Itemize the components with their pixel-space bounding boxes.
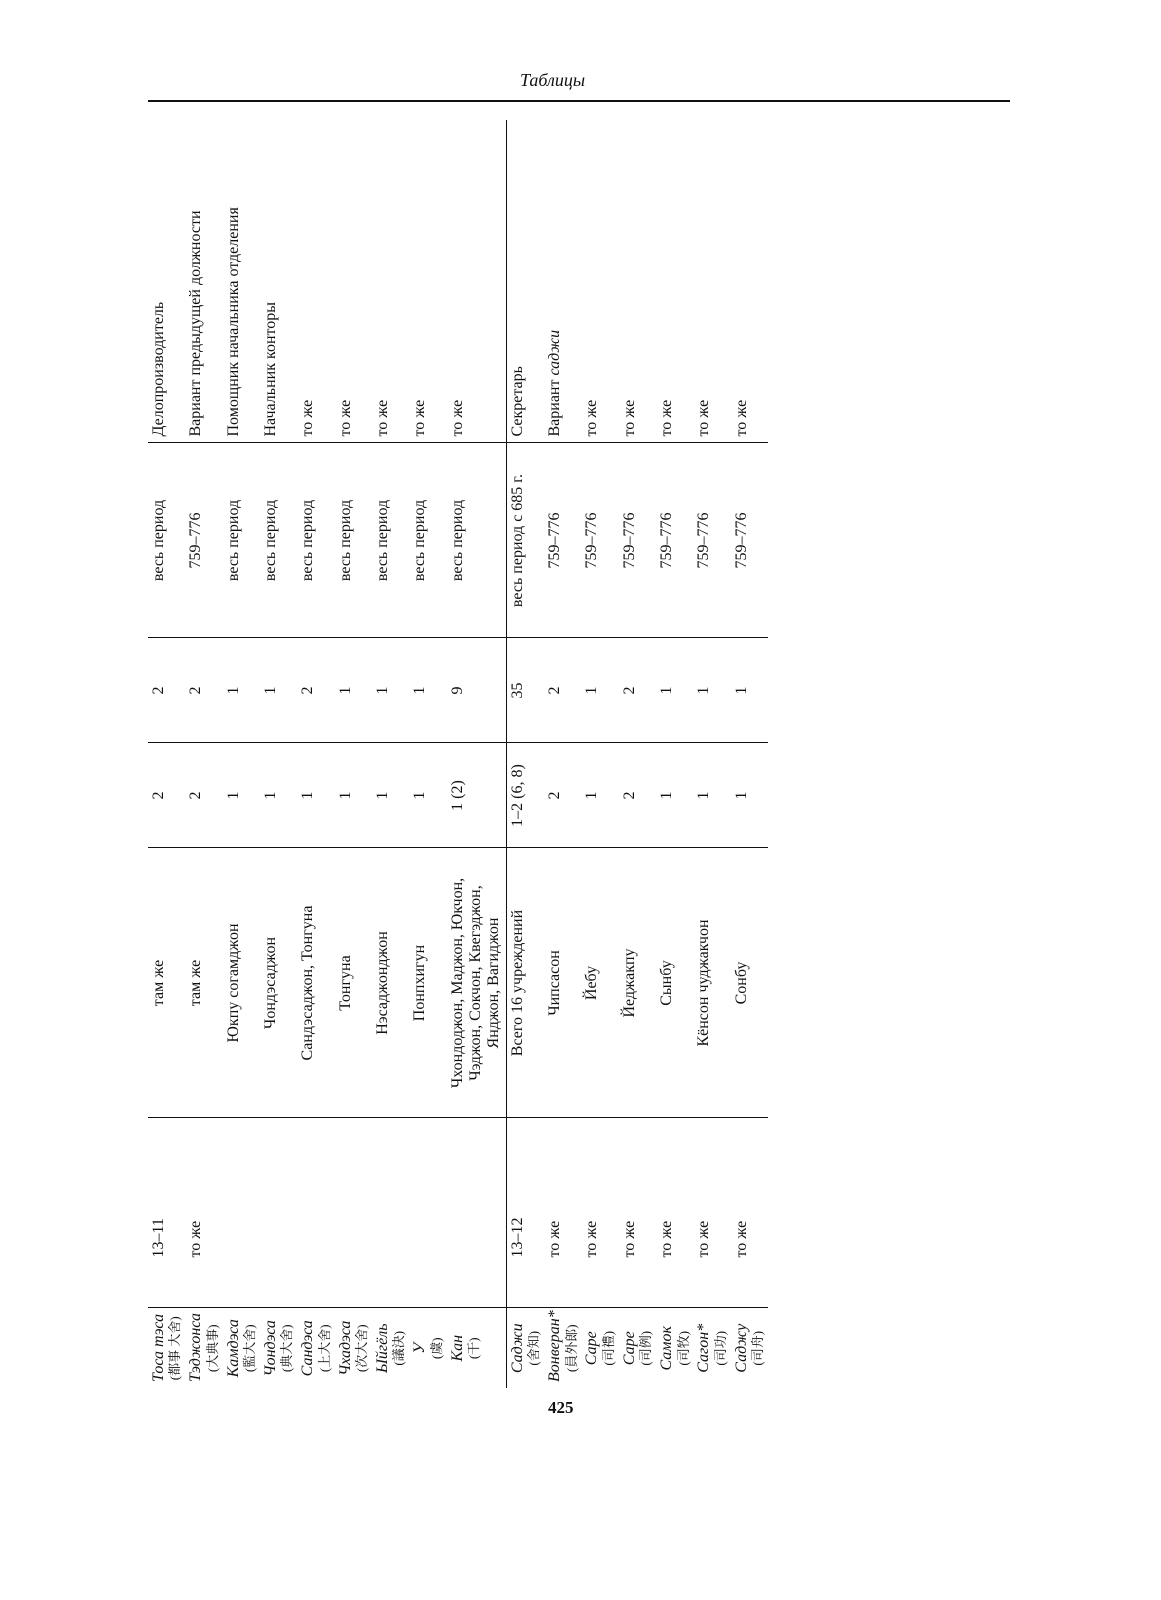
table-row [731, 120, 768, 1388]
table-row [619, 120, 656, 1388]
table-row [260, 120, 297, 1388]
total-cell: 1 [731, 638, 768, 743]
institution-cell: Йеджакпу [619, 848, 656, 1118]
term-hanzi: (干) [466, 1337, 482, 1360]
note-cell: то же [693, 120, 730, 443]
term-name: Тоса тэса [150, 1313, 167, 1382]
term-hanzi: (舍知) [526, 1330, 542, 1366]
table-row [693, 120, 730, 1388]
term-name: Самок [658, 1326, 676, 1371]
note-cell: то же [372, 120, 409, 443]
total-cell: 2 [185, 638, 222, 743]
page-number: 425 [548, 1398, 574, 1417]
period-cell: весь период [372, 443, 409, 638]
institution-cell: Чхондоджон, Маджон, Юкчон, Чэджон, Сокчон, Квегэджон, Янджон, Вагиджон [447, 848, 507, 1118]
total-cell: 2 [619, 638, 656, 743]
term-cell [447, 1308, 507, 1388]
institution-cell: Тонгуна [335, 848, 372, 1118]
term-cell [335, 1308, 372, 1388]
term-name: Сарe [620, 1331, 638, 1366]
institution-cell: Понпхигун [409, 848, 446, 1118]
term-hanzi: (司例) [638, 1330, 654, 1366]
count-cell: 1 [297, 743, 334, 848]
rank-cell [260, 1118, 297, 1308]
term-hanzi: (司牧) [675, 1330, 691, 1366]
period-cell: весь период [447, 443, 507, 638]
total-cell: 1 [335, 638, 372, 743]
term-cell [409, 1308, 446, 1388]
note-cell: то же [409, 120, 446, 443]
rank-cell [447, 1118, 507, 1308]
term-name: Сандэса [299, 1320, 317, 1377]
term-name: Чондэса [261, 1320, 279, 1377]
count-cell: 1 [656, 743, 693, 848]
institution-cell: Чипсасон [544, 848, 581, 1118]
rank-cell: то же [544, 1118, 581, 1308]
term-cell [148, 1308, 185, 1388]
period-cell: 759–776 [619, 443, 656, 638]
count-cell: 2 [185, 743, 222, 848]
rotated-table-container [148, 120, 1010, 1388]
term-hanzi: (上大舍) [316, 1324, 332, 1373]
term-name: Ыйгёль [373, 1323, 391, 1374]
note-cell: Вариант предыдущей должности [185, 120, 222, 443]
term-hanzi: (司功) [712, 1330, 728, 1366]
term-cell [260, 1308, 297, 1388]
table-body [148, 120, 768, 1388]
total-cell: 1 [372, 638, 409, 743]
total-cell: 35 [506, 638, 544, 743]
rank-cell: 13–11 [148, 1118, 185, 1308]
table-row [447, 120, 507, 1388]
institution-cell: там же [148, 848, 185, 1118]
note-cell: Секретарь [506, 120, 544, 443]
rank-cell: то же [185, 1118, 222, 1308]
rank-cell: то же [619, 1118, 656, 1308]
term-cell [185, 1308, 222, 1388]
note-cell: то же [731, 120, 768, 443]
period-cell: весь период [297, 443, 334, 638]
table-row [409, 120, 446, 1388]
rank-cell [372, 1118, 409, 1308]
count-cell: 1 [693, 743, 730, 848]
table-row [581, 120, 618, 1388]
count-cell: 1 [372, 743, 409, 848]
period-cell: 759–776 [544, 443, 581, 638]
term-hanzi: (司舟) [750, 1330, 766, 1366]
total-cell: 2 [297, 638, 334, 743]
rank-cell: то же [581, 1118, 618, 1308]
period-cell: 759–776 [656, 443, 693, 638]
total-cell: 1 [581, 638, 618, 743]
term-cell [619, 1308, 656, 1388]
table-row [185, 120, 222, 1388]
count-cell: 1 [581, 743, 618, 848]
period-cell: 759–776 [185, 443, 222, 638]
term-hanzi: (次大舍) [354, 1324, 370, 1373]
period-cell: весь период [335, 443, 372, 638]
rank-cell: 13–12 [506, 1118, 544, 1308]
count-cell: 1 [335, 743, 372, 848]
note-cell: то же [335, 120, 372, 443]
rank-cell: то же [731, 1118, 768, 1308]
total-cell: 1 [656, 638, 693, 743]
term-name: Чхадэса [336, 1320, 354, 1376]
term-name: У [411, 1342, 429, 1354]
total-cell: 9 [447, 638, 507, 743]
note-cell: Делопроизводитель [148, 120, 185, 443]
term-hanzi: (監大舍) [242, 1324, 258, 1373]
rank-cell [223, 1118, 260, 1308]
institution-cell: Нэсаджонджон [372, 848, 409, 1118]
term-name: Саджу [732, 1323, 750, 1373]
rank-cell: то же [656, 1118, 693, 1308]
term-cell [223, 1308, 260, 1388]
term-hanzi: (典大舍) [279, 1324, 295, 1373]
total-cell: 2 [148, 638, 185, 743]
term-cell [372, 1308, 409, 1388]
period-cell: 759–776 [581, 443, 618, 638]
institution-cell: Сынбу [656, 848, 693, 1118]
term-cell [581, 1308, 618, 1388]
period-cell: весь период [409, 443, 446, 638]
rank-cell: то же [693, 1118, 730, 1308]
institution-cell: Сонбу [731, 848, 768, 1118]
period-cell: весь период [260, 443, 297, 638]
total-cell: 1 [223, 638, 260, 743]
term-hanzi: (司禮) [600, 1330, 616, 1366]
institution-cell: Сандэсаджон, Тонгуна [297, 848, 334, 1118]
term-name: Саджи [508, 1323, 526, 1374]
total-cell: 1 [260, 638, 297, 743]
term-hanzi: (員外郎) [563, 1324, 579, 1373]
running-header: Таблицы [520, 70, 586, 90]
term-name: Тэджонса [187, 1313, 205, 1382]
term-name: Камдэса [224, 1319, 242, 1378]
rank-cell [297, 1118, 334, 1308]
count-cell: 2 [148, 743, 185, 848]
period-cell: весь период [148, 443, 185, 638]
term-cell [731, 1308, 768, 1388]
table-row [297, 120, 334, 1388]
count-cell: 1 (2) [447, 743, 507, 848]
ranks-table [148, 120, 768, 1388]
note-cell: то же [619, 120, 656, 443]
rank-cell [335, 1118, 372, 1308]
count-cell: 1 [260, 743, 297, 848]
table-row [506, 120, 544, 1388]
institution-cell: Йебу [581, 848, 618, 1118]
term-name: Сагон* [695, 1323, 713, 1373]
total-cell: 2 [544, 638, 581, 743]
term-name: Сарe [583, 1331, 601, 1366]
count-cell: 1 [223, 743, 260, 848]
total-cell: 1 [409, 638, 446, 743]
institution-cell: Кёнсон чуджакчон [693, 848, 730, 1118]
table-row [223, 120, 260, 1388]
term-cell [656, 1308, 693, 1388]
table-row [335, 120, 372, 1388]
period-cell: весь период с 685 г. [506, 443, 544, 638]
header-rule [148, 100, 1010, 102]
institution-cell: Чондэсаджон [260, 848, 297, 1118]
count-cell: 1–2 (6, 8) [506, 743, 544, 848]
term-name: Кан [448, 1334, 466, 1362]
term-cell [506, 1308, 544, 1388]
period-cell: 759–776 [731, 443, 768, 638]
count-cell: 2 [619, 743, 656, 848]
count-cell: 1 [409, 743, 446, 848]
table-row [656, 120, 693, 1388]
total-cell: 1 [693, 638, 730, 743]
count-cell: 2 [544, 743, 581, 848]
note-cell: то же [447, 120, 507, 443]
period-cell: 759–776 [693, 443, 730, 638]
institution-cell: Юкпу согамджон [223, 848, 260, 1118]
institution-cell: Всего 16 учреждений [506, 848, 544, 1118]
table-row [544, 120, 581, 1388]
term-name: Вонверан* [546, 1310, 564, 1382]
table-row [372, 120, 409, 1388]
term-hanzi: (虞) [428, 1337, 444, 1360]
term-hanzi: (大典事) [204, 1324, 220, 1373]
note-cell: то же [656, 120, 693, 443]
note-cell: Начальник конторы [260, 120, 297, 443]
note-cell: то же [581, 120, 618, 443]
period-cell: весь период [223, 443, 260, 638]
term-cell [544, 1308, 581, 1388]
count-cell: 1 [731, 743, 768, 848]
note-cell: Помощник начальника отделения [223, 120, 260, 443]
term-cell [297, 1308, 334, 1388]
table-row [148, 120, 185, 1388]
term-cell [693, 1308, 730, 1388]
term-hanzi: (都事 大舍) [167, 1316, 183, 1381]
note-cell: то же [297, 120, 334, 443]
rank-cell [409, 1118, 446, 1308]
term-hanzi: (議決) [391, 1330, 407, 1366]
note-cell: Вариант саджи [544, 120, 581, 443]
institution-cell: там же [185, 848, 222, 1118]
rotated-table [148, 120, 1010, 1388]
